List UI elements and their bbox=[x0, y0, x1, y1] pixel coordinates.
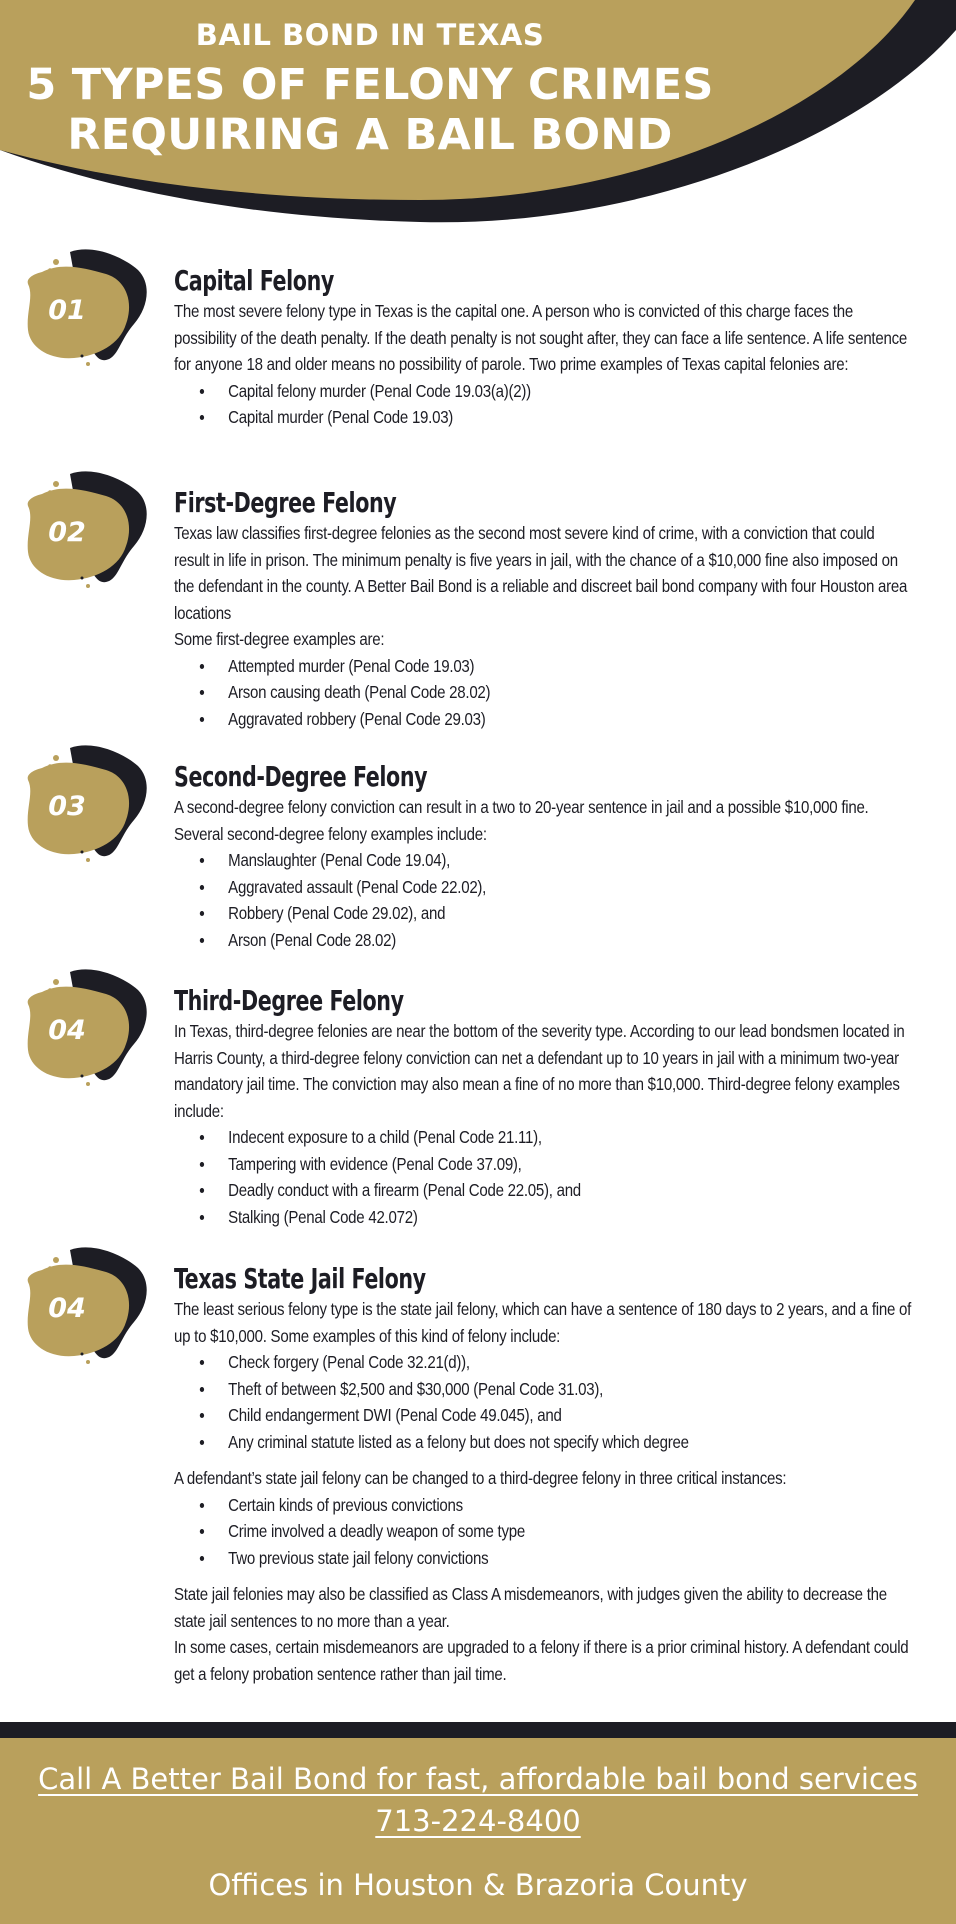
list-item: Any criminal statute listed as a felony but does not specify which degree bbox=[174, 1429, 810, 1456]
section-content bbox=[174, 248, 914, 431]
list-item: Tampering with evidence (Penal Code 37.09), bbox=[174, 1151, 810, 1178]
phone-link[interactable]: 713-224-8400 bbox=[375, 1804, 581, 1838]
section-paragraph: The least serious felony type is the state jail felony, which can have a sentence of 180 days to 2 years, and a fine of up to $10,000. Some examples of this kind of felony include: bbox=[174, 1299, 912, 1346]
list-item: Check forgery (Penal Code 32.21(d)), bbox=[174, 1349, 810, 1376]
call-to-action-link[interactable]: Call A Better Bail Bond for fast, affordable bail bond services bbox=[38, 1762, 918, 1796]
header-subtitle: BAIL BOND IN TEXAS bbox=[195, 18, 545, 52]
section-paragraph: Some first-degree examples are: bbox=[174, 629, 385, 649]
section-paragraph: In some cases, certain misdemeanors are upgraded to a felony if there is a prior criminal history. A defendant could get a felony probation sentence rather than jail time. bbox=[174, 1637, 909, 1684]
section-paragraph: State jail felonies may also be classified as Class A misdemeanors, with judges given the ability to decrease the state jail sentences to no more than a year. bbox=[174, 1584, 887, 1631]
list-item: Arson (Penal Code 28.02) bbox=[174, 927, 810, 954]
example-list bbox=[174, 1349, 914, 1455]
section-paragraph: Texas law classifies first-degree felonies as the second most severe kind of crime, with a conviction that could result in life in prison. The minimum penalty is five years in jail, with the chance of a $10,000 fine also imposed on the defendant in the county. A Better Bail Bond is a reliable and discreet bail bond company with four Houston area locations bbox=[174, 523, 908, 623]
list-item: Arson causing death (Penal Code 28.02) bbox=[174, 679, 810, 706]
example-list bbox=[174, 653, 914, 733]
section-title: Second-Degree Felony bbox=[174, 760, 428, 793]
list-item: Stalking (Penal Code 42.072) bbox=[174, 1204, 810, 1231]
section-paragraph: In Texas, third-degree felonies are near the bottom of the severity type. According to our lead bondsmen located in Harris County, a third-degree felony conviction can net a defendant up to 10 years in jail with a minimum two-year mandatory jail time. The conviction may also mean a fine of no more than $10,000. Third-degree felony examples include: bbox=[174, 1021, 905, 1121]
list-item: Deadly conduct with a firearm (Penal Code 22.05), and bbox=[174, 1177, 810, 1204]
section-number: 01 bbox=[48, 295, 86, 326]
header-title-line-2: REQUIRING A BAIL BOND bbox=[67, 110, 673, 160]
offices-text: Offices in Houston & Brazoria County bbox=[208, 1868, 748, 1902]
section-title: Capital Felony bbox=[174, 264, 334, 297]
list-item: Capital murder (Penal Code 19.03) bbox=[174, 404, 810, 431]
list-item: Two previous state jail felony convictions bbox=[174, 1545, 810, 1572]
number-badge bbox=[22, 968, 152, 1088]
list-item: Theft of between $2,500 and $30,000 (Penal Code 31.03), bbox=[174, 1376, 810, 1403]
list-item: Manslaughter (Penal Code 19.04), bbox=[174, 847, 810, 874]
section-number: 04 bbox=[48, 1015, 86, 1046]
section-number: 02 bbox=[48, 517, 86, 548]
footer-divider bbox=[0, 1722, 956, 1738]
list-item: Aggravated assault (Penal Code 22.02), bbox=[174, 874, 810, 901]
section-title: Texas State Jail Felony bbox=[174, 1262, 426, 1295]
list-item: Robbery (Penal Code 29.02), and bbox=[174, 900, 810, 927]
section-title: First-Degree Felony bbox=[174, 486, 397, 519]
list-item: Indecent exposure to a child (Penal Code 21.11), bbox=[174, 1124, 810, 1151]
example-list bbox=[174, 378, 914, 431]
list-item: Certain kinds of previous convictions bbox=[174, 1492, 810, 1519]
example-list bbox=[174, 1124, 914, 1230]
section-paragraph: A second-degree felony conviction can result in a two to 20-year sentence in jail and a possible $10,000 fine. Several second-degree felony examples include: bbox=[174, 797, 869, 844]
header-banner bbox=[0, 0, 956, 240]
list-item: Crime involved a deadly weapon of some type bbox=[174, 1518, 810, 1545]
list-item: Aggravated robbery (Penal Code 29.03) bbox=[174, 706, 810, 733]
section-content bbox=[174, 744, 914, 953]
section-number: 04 bbox=[48, 1293, 86, 1324]
number-badge bbox=[22, 470, 152, 590]
section-content bbox=[174, 1246, 914, 1687]
list-item: Capital felony murder (Penal Code 19.03(a)(2)) bbox=[174, 378, 810, 405]
example-list bbox=[174, 847, 914, 953]
section-title: Third-Degree Felony bbox=[174, 984, 404, 1017]
header-title-line-1: 5 TYPES OF FELONY CRIMES bbox=[26, 60, 714, 110]
instances-list bbox=[174, 1492, 914, 1572]
section-number: 03 bbox=[48, 791, 86, 822]
section-content bbox=[174, 470, 914, 732]
footer bbox=[0, 1738, 956, 1924]
list-item: Child endangerment DWI (Penal Code 49.045), and bbox=[174, 1402, 810, 1429]
section-content bbox=[174, 968, 914, 1230]
number-badge bbox=[22, 1246, 152, 1366]
list-item: Attempted murder (Penal Code 19.03) bbox=[174, 653, 810, 680]
number-badge bbox=[22, 248, 152, 368]
number-badge bbox=[22, 744, 152, 864]
section-paragraph: A defendant’s state jail felony can be changed to a third-degree felony in three critical instances: bbox=[174, 1468, 787, 1488]
section-paragraph: The most severe felony type in Texas is the capital one. A person who is convicted of this charge faces the possibility of the death penalty. If the death penalty is not sought after, they can face a life sentence. A life sentence for anyone 18 and older means no possibility of parole. Two prime examples of Texas capital felonies are: bbox=[174, 301, 907, 374]
